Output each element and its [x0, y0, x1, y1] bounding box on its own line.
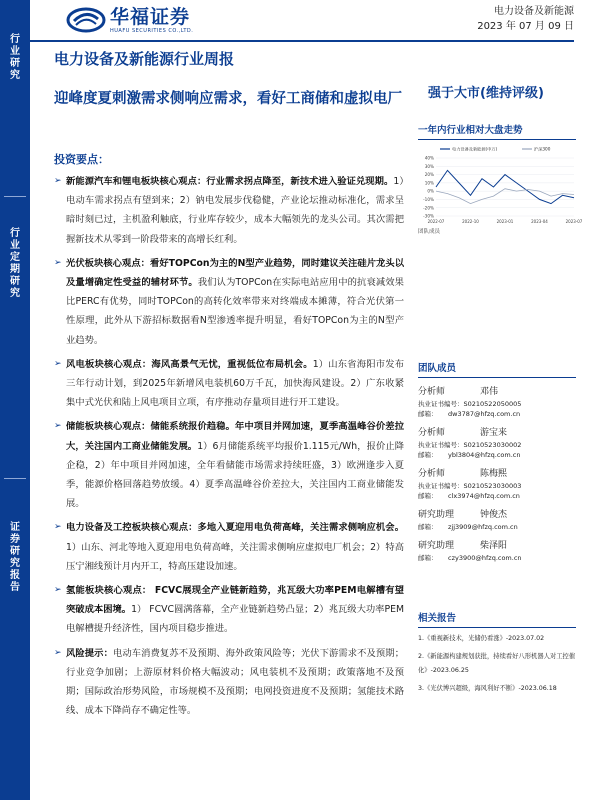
y-tick-label: -20%	[423, 205, 434, 211]
x-tick-label: 2022-10	[462, 219, 479, 224]
arrow-bullet-icon: ➢	[54, 257, 62, 268]
team-member: 分析师 邓伟 执业证书编号：S0210522050005 邮箱： dw3787@hfzq.com.cn	[418, 387, 522, 418]
arrow-bullet-icon: ➢	[54, 585, 62, 596]
y-tick-label: 40%	[424, 155, 434, 161]
related-report-link[interactable]: 2.《新能源构建规划获批，持续看好八形机器人对工控催化》-2023.06.25	[418, 653, 576, 674]
arrow-bullet-icon: ➢	[54, 358, 62, 369]
related-section-title: 相关报告	[418, 610, 576, 628]
related-report-link[interactable]: 1.《重视新技术，光储仍看涨》-2023.07.02	[418, 635, 545, 642]
y-tick-label: -30%	[423, 213, 434, 219]
arrow-bullet-icon: ➢	[54, 176, 62, 186]
arrow-bullet-icon: ➢	[54, 421, 62, 432]
chart-panel	[418, 122, 583, 237]
chart-source: 团队成员	[418, 229, 441, 235]
report-headline: 迎峰度夏刺激需求侧响应需求，看好工商储和虚拟电厂	[54, 91, 402, 107]
brand-name: 华福证券	[110, 5, 191, 28]
team-panel	[418, 360, 576, 563]
chart-svg	[418, 144, 583, 226]
list-item: ➢ 风电板块核心观点：海风高景气无忧，重视低位布局机会。1）山东省海阳市发布三年行动计划，到2025年新增风电装机60万千瓦，加快海风建设。2）广东收紧集中式光伏和陆上风电项目立项，有序推动存量项目进行开工建设。	[54, 355, 404, 413]
related-report-link[interactable]: 3.《光伏博兴超级，海风利好不断》-2023.06.18	[418, 685, 557, 692]
chart-title: 一年内行业相对大盘走势	[418, 122, 576, 140]
team-member: 分析师 游宝来 执业证书编号：S0210523030002 邮箱： ybl3804@hfzq.com.cn	[418, 428, 522, 459]
list-item: ➢ 风险提示：电动车消费复苏不及预期、海外政策风险等；光伏下游需求不及预期；行业竞争加剧；上游原材料价格大幅波动；风电装机不及预期；政策落地不及预期；国际政治形势风险，市场规模不及预期；电网投资进度不及预期；氢能技术路线、成本下降尚存不确定性等。	[54, 644, 404, 721]
y-tick-label: 30%	[424, 163, 434, 169]
list-item: ➢ 电力设备及工控板块核心观点：多地入夏迎用电负荷高峰，关注需求侧响应机会。1）山东、河北等地入夏迎用电负荷高峰，关注需求侧响应虚拟电厂机会；2）特高压宁湘线预计月内开工，特高压建设加速。	[54, 518, 404, 576]
related-reports-panel	[418, 610, 576, 696]
x-tick-label: 2023-01	[496, 219, 514, 224]
legend-label-industry: 电力设备及新能源(申万)	[452, 146, 498, 152]
team-member: 研究助理 柴泽阳 邮箱： czy3900@hfzq.com.cn	[418, 541, 522, 562]
sidebar	[0, 0, 30, 800]
y-tick-label: -10%	[423, 197, 434, 203]
team-section-title: 团队成员	[418, 360, 576, 378]
y-tick-label: 20%	[424, 172, 434, 178]
legend-label-index: 沪深300	[534, 146, 551, 152]
industry-label: 电力设备及新能源	[494, 6, 574, 17]
report-title: 电力设备及新能源行业周报	[54, 50, 235, 68]
team-member: 研究助理 钟俊杰 邮箱： zjj3909@hfzq.com.cn	[418, 510, 518, 531]
y-tick-label: 0%	[427, 188, 434, 194]
report-date: 2023 年 07 月 09 日	[477, 21, 574, 32]
huafu-logo-icon	[66, 7, 106, 33]
header-divider	[30, 40, 574, 42]
sidebar-label-securities-report: 证券研究报告	[10, 522, 20, 593]
sidebar-label-industry-research: 行业研究	[10, 34, 20, 81]
sidebar-divider	[4, 478, 26, 479]
rating-badge: 强于大市(维持评级)	[428, 86, 544, 101]
arrow-bullet-icon: ➢	[54, 647, 62, 658]
relative-performance-chart	[418, 144, 583, 226]
industry-series-line	[436, 170, 574, 203]
team-member: 分析师 陈梅熙 执业证书编号：S0210523030003 邮箱： clx3974@hfzq.com.cn	[418, 469, 522, 500]
investment-points	[54, 172, 404, 725]
list-item: ➢ 储能板块核心观点：储能系统报价趋稳。年中项目并网加速，夏季高温峰谷价差拉大，关注国内工商业储能发展。1）6月储能系统平均报价1.115元/Wh，报价止降企稳，2）年中项目并网加速，全年看储能市场需求持续旺盛，3）欧洲逢步入夏季，能源价格回落趋势放缓。4）夏季高温峰谷价差拉大，关注国内工商业储能发展。	[54, 417, 404, 513]
list-item: ➢ 氢能板块核心观点： FCVC展现全产业链新趋势，兆瓦级大功率PEM电解槽有望突破成本困境。1） FCVC圆满落幕，全产业链新趋势凸显；2）兆瓦级大功率PEM电解槽提升经济性，国内项目稳步推进。	[54, 581, 404, 639]
sidebar-divider	[4, 196, 26, 197]
brand-name-en: HUAFU SECURITIES CO.,LTD.	[110, 27, 194, 34]
brand-logo	[66, 3, 193, 37]
sidebar-label-periodic-research: 行业定期研究	[10, 228, 20, 299]
investment-section-title: 投资要点：	[54, 153, 109, 166]
x-tick-label: 2023-07	[565, 219, 583, 224]
y-tick-label: 10%	[424, 180, 434, 186]
list-item: ➢ 新能源汽车和锂电板块核心观点：行业需求拐点降至，新技术进入验证兑现期。1）电动车需求拐点有望到来；2）钠电发展步伐稳健，产业论坛推动标准化，需求呈暗时刻已过，主机盈利触底，行业库存较少，成本大幅领先的龙头公司。其次需把握新技术从零到一阶段带来的高增长红利。	[54, 172, 404, 249]
x-tick-label: 2023-04	[531, 219, 548, 224]
page-header	[30, 0, 600, 40]
list-item: ➢ 光伏板块核心观点：看好TOPCon为主的N型产业趋势，同时建议关注硅片龙头以及量增确定性受益的辅材环节。我们认为TOPCon在实际电站应用中的抗衰减效果比PERC有优势，同时TOPCon的高转化效率带来对终端成本摊薄，符合光伏第一性原理，此外从下游招标数据看N型渗透率提升明显，看好TOPCon为主的N型产业趋势。	[54, 254, 404, 350]
arrow-bullet-icon: ➢	[54, 522, 62, 533]
x-tick-label: 2022-07	[427, 219, 445, 224]
